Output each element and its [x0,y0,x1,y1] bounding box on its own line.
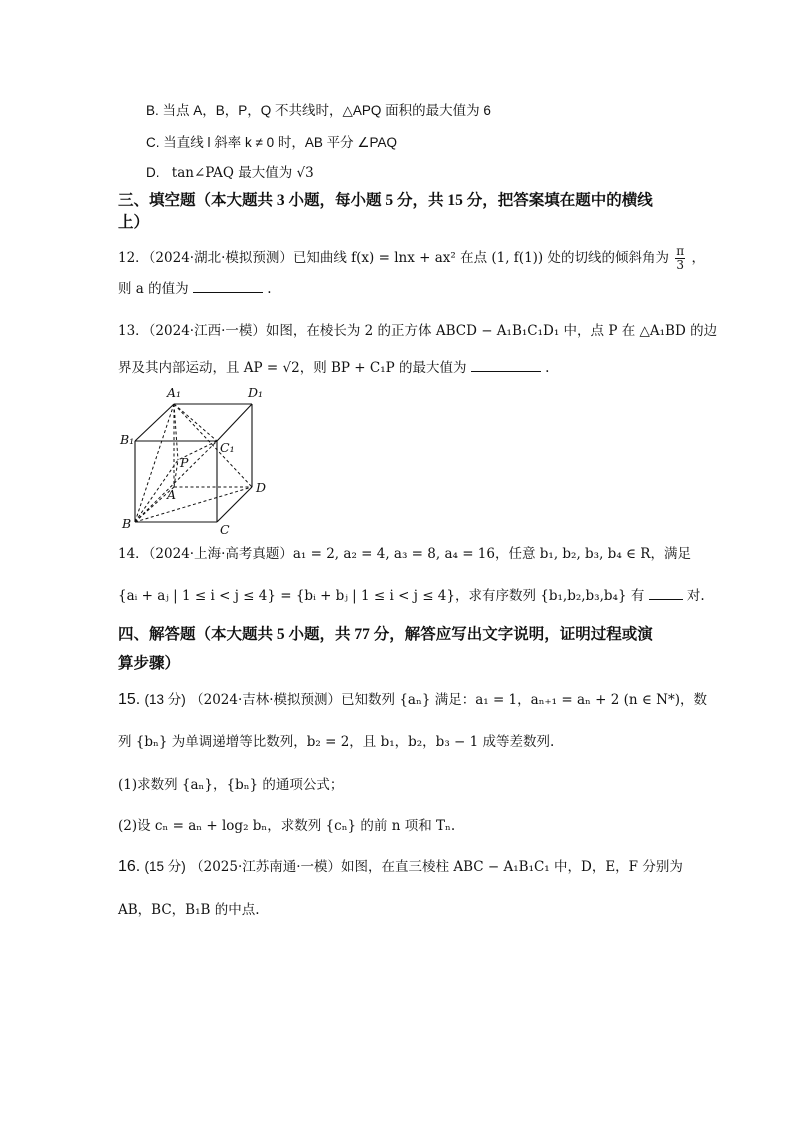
q13-line2-text: 界及其内部运动，且 AP = √2，则 BP + C₁P 的最大值为 [118,360,467,376]
q12-frac-num: π [676,244,685,258]
q15-number: 15. [118,691,141,708]
q13-line2 [118,357,549,378]
q14-line2-text: {aᵢ + aⱼ | 1 ≤ i < j ≤ 4} = {bᵢ + bⱼ | 1 ≤ i < j ≤ 4}，求有序数列 {b₁,b₂,b₃,b₄} 有 [118,588,645,604]
q13-line1: 13．（2024·江西·一模）如图，在棱长为 2 的正方体 ABCD − A₁B₁C₁D₁ 中，点 P 在 △A₁BD 的边 [118,323,718,339]
segment-a1-c1 [174,404,217,441]
q15-part1: (1)求数列 {aₙ}，{bₙ} 的通项公式； [118,777,344,793]
q16-number: 16. [118,858,141,875]
q14-line1: 14．（2024·上海·高考真题）a₁ = 2, a₂ = 4, a₃ = 8, a₄ = 16，任意 b₁, b₂, b₃, b₄ ∈ R，满足 [118,546,691,562]
q12-line2 [118,278,272,299]
q12-fraction [675,245,685,272]
cube-figure [112,382,282,542]
q16-text: （2025·江苏南通·一模）如图，在直三棱柱 ABC − A₁B₁C₁ 中，D，E，F 分别为 [190,859,683,875]
label-c1: C₁ [220,440,235,455]
option-b: B. 当点 A，B，P，Q 不共线时，△APQ 面积的最大值为 6 [146,103,491,118]
label-d1: D₁ [248,385,264,400]
q16-line1 [118,857,683,877]
q13-line2-end: . [545,360,550,376]
q12-line2-end: . [267,281,272,297]
q12-line2-text: 则 a 的值为 [118,281,189,297]
segment-a1-p [174,404,178,460]
segment-a1-b [135,404,177,522]
section-4-heading: 四、解答题（本大题共 5 小题，共 77 分，解答应写出文字说明，证明过程或演 [118,626,653,643]
q15-part2: (2)设 cₙ = aₙ + log₂ bₙ，求数列 {cₙ} 的前 n 项和 Tₙ. [118,818,456,834]
q14-answer-blank[interactable] [649,585,683,600]
label-d: D [256,480,267,495]
section-4-heading-cont: 算步骤） [118,655,181,672]
q15-line1 [118,690,707,710]
q15-line2: 列 {bₙ} 为单调递增等比数列，b₂ = 2，且 b₁，b₂，b₃ − 1 成等差数列. [118,734,555,750]
q12-text: 12．（2024·湖北·模拟预测）已知曲线 f(x) = lnx + ax² 在点 (1, f(1)) 处的切线的倾斜角为 [118,250,669,266]
section-3-heading: 三、填空题（本大题共 3 小题，每小题 5 分，共 15 分，把答案填在题中的横线 [118,192,653,209]
segment-b-c1 [135,441,217,522]
label-c: C [220,522,230,537]
q14-line2-end: 对. [686,588,705,604]
edge-c-d [217,487,252,522]
label-b1: B₁ [120,432,135,447]
label-p: P [180,455,189,470]
label-b: B [122,516,132,531]
q12-answer-blank[interactable] [193,278,263,293]
section-3-heading-cont: 上） [118,214,150,231]
option-d-text: tan∠PAQ 最大值为 √3 [171,165,314,181]
edge-d1-c1 [217,404,252,441]
q15-score: (13 分) [144,692,186,707]
q12-frac-den: 3 [676,258,685,272]
label-a1: A₁ [167,385,182,400]
q16-line2: AB，BC，B₁B 的中点. [118,902,260,918]
option-d-label: D. [146,165,160,180]
q13-answer-blank[interactable] [471,357,541,372]
q12-line1-end: ， [691,250,705,266]
label-a: A [167,487,177,502]
option-c: C. 当直线 l 斜率 k ≠ 0 时，AB 平分 ∠PAQ [146,135,398,150]
option-d [146,163,314,183]
q15-text: （2024·吉林·模拟预测）已知数列 {aₙ} 满足：a₁ = 1，aₙ₊₁ = aₙ + 2 (n ∈ N*)，数 [190,692,707,708]
q16-score: (15 分) [144,859,186,874]
q12-line1 [118,245,705,272]
q14-line2 [118,585,705,606]
